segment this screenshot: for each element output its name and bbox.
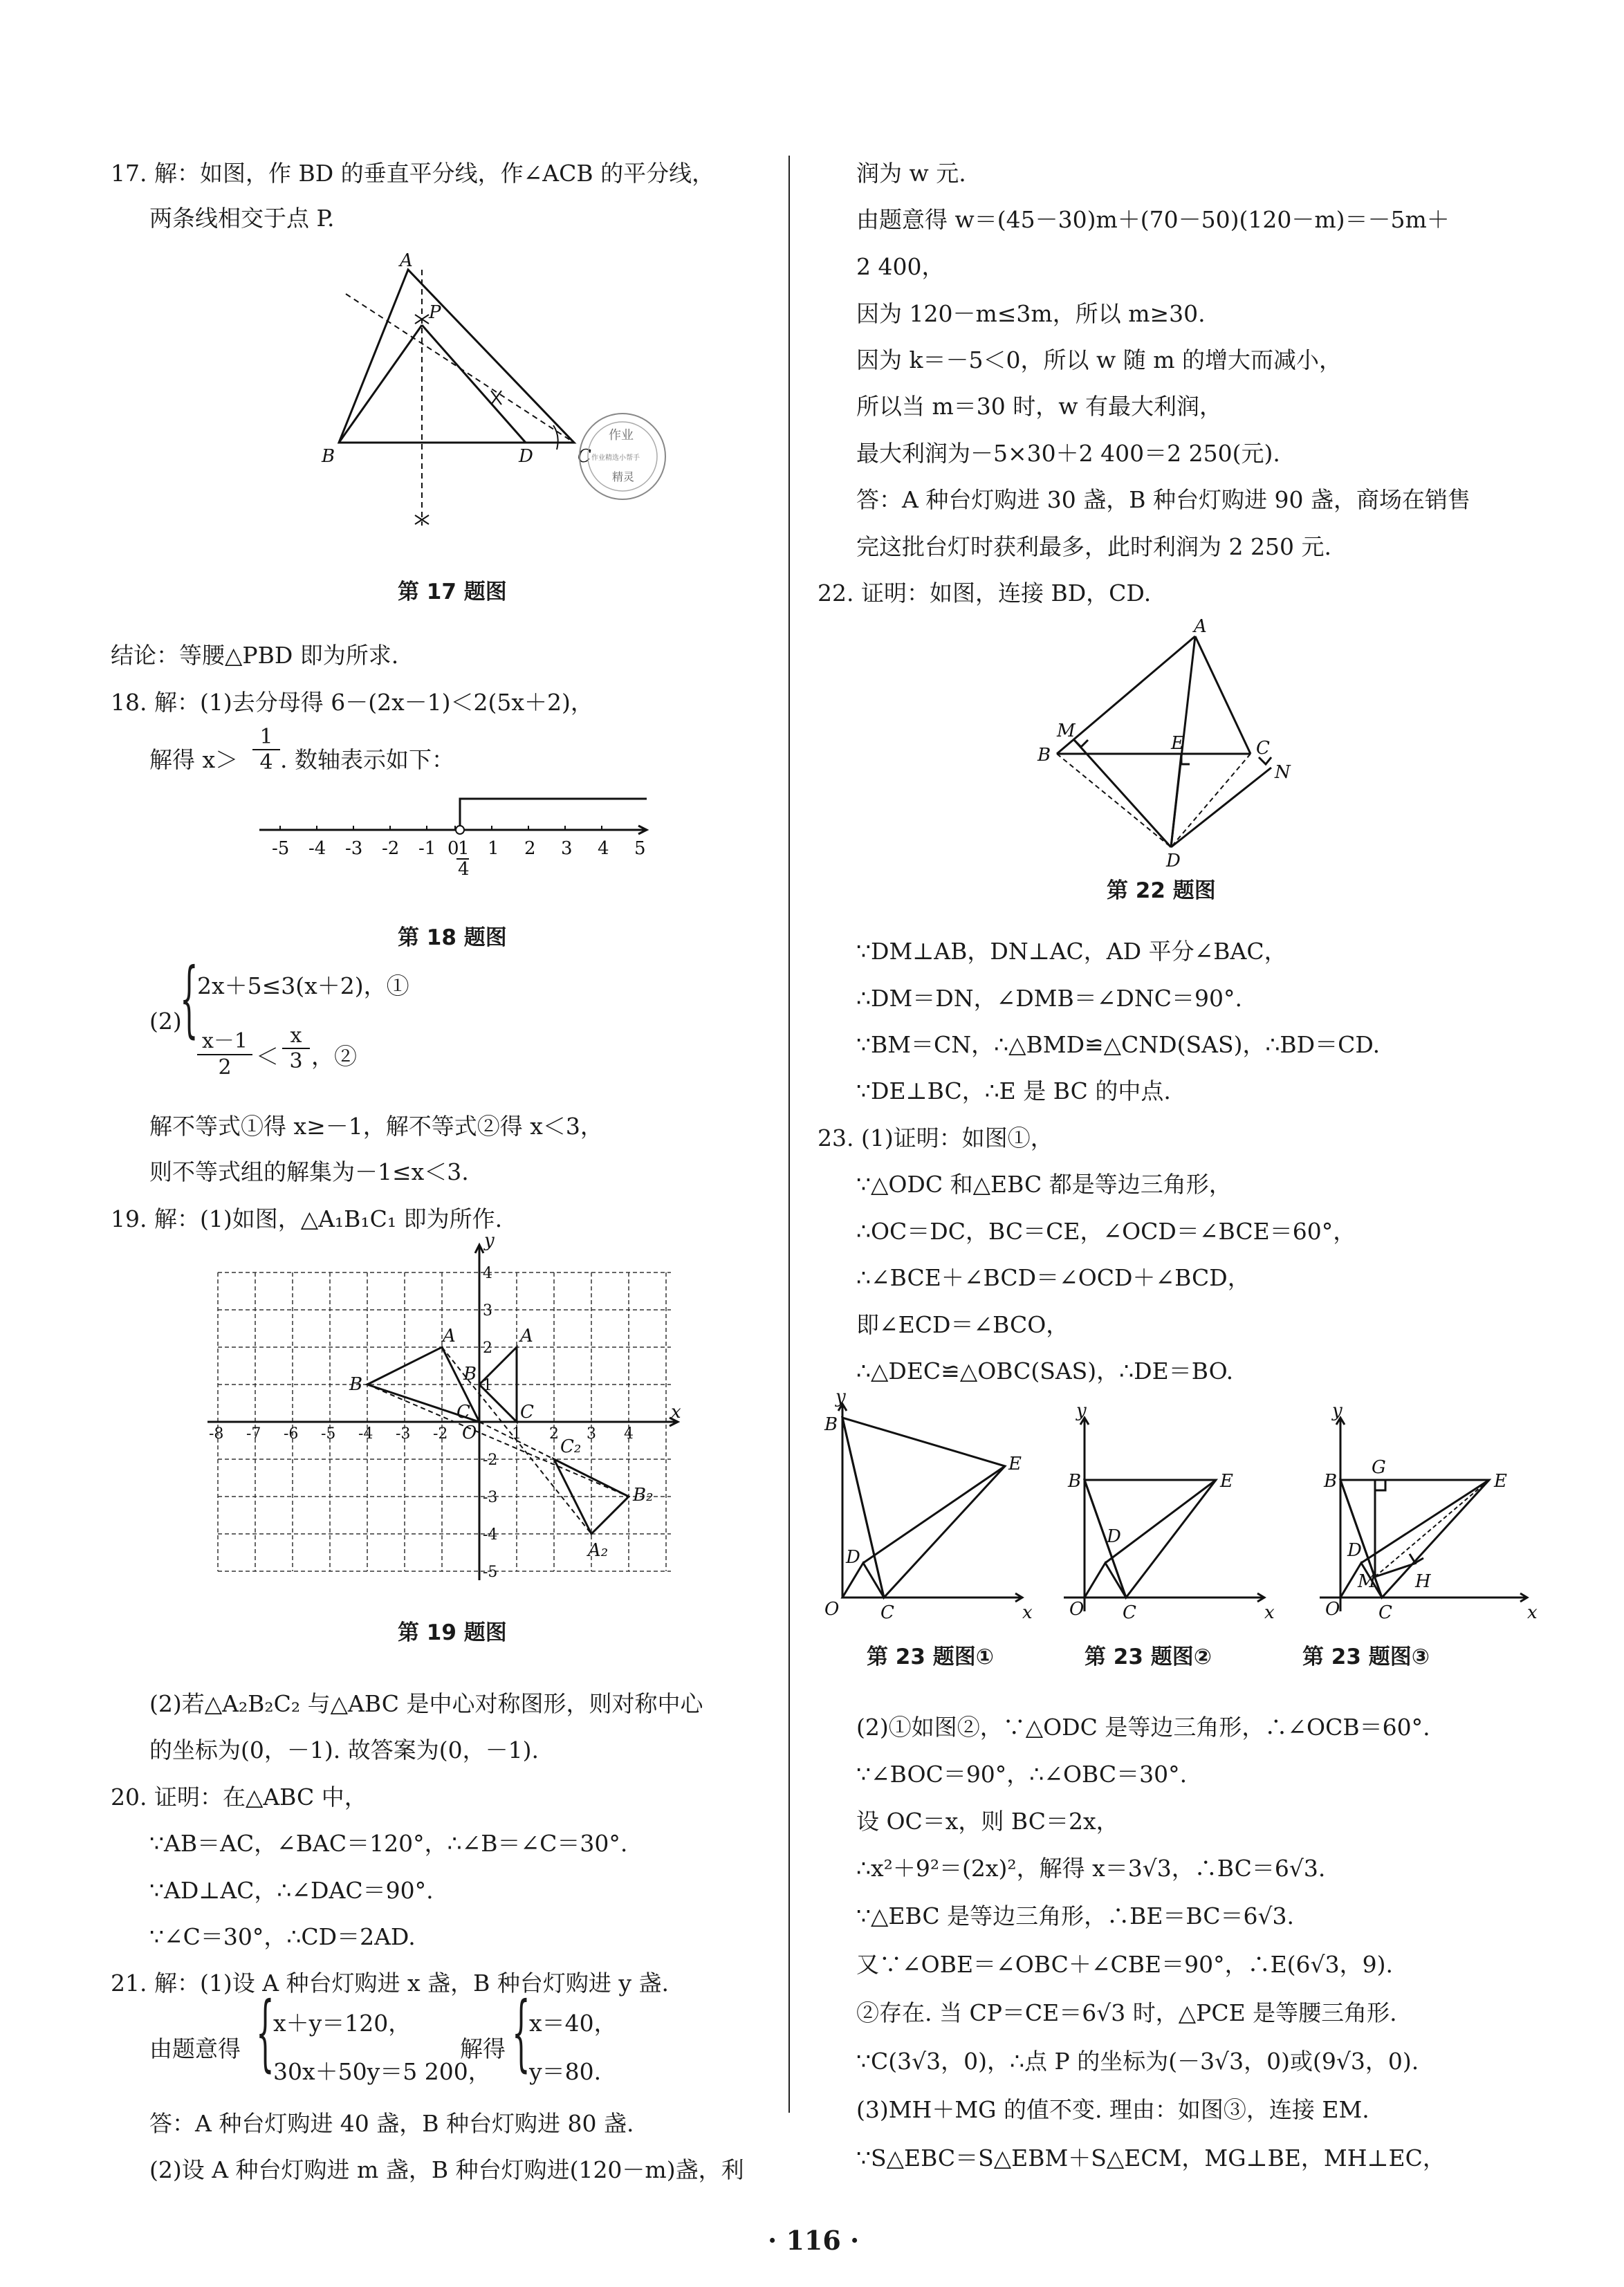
q20-line4: ∵∠C＝30°，∴CD＝2AD. [149, 1923, 416, 1950]
q23-line5: 即∠ECD＝∠BCO， [856, 1311, 1069, 1338]
fig23a-label-B: B [824, 1414, 838, 1435]
brace-q18: { [180, 951, 199, 1047]
fig23a-label-D: D [846, 1547, 860, 1568]
q23-line13: ②存在. 当 CP＝CE＝6√3 时，△PCE 是等腰三角形. [856, 1999, 1397, 2026]
q17-line2: 两条线相交于点 P. [149, 205, 335, 232]
r-line1: 润为 w 元. [856, 160, 966, 187]
q18-line1: 18. 解：(1)去分母得 6－(2x－1)＜2(5x＋2)， [111, 689, 593, 716]
fig23a-x-label: x [1022, 1602, 1033, 1623]
fig19-ytick: 3 [483, 1302, 492, 1320]
caption-fig19: 第 19 题图 [398, 1620, 507, 1645]
tick-neg3: -3 [345, 838, 363, 859]
fig22-label-B: B [1037, 745, 1051, 766]
tick-neg4: -4 [308, 838, 326, 859]
q20-line3: ∵AD⊥AC，∴∠DAC＝90°. [149, 1877, 434, 1904]
q23-line15: (3)MH＋MG 的值不变. 理由：如图③，连接 EM. [856, 2096, 1369, 2123]
q19-line3: 的坐标为(0，－1). 故答案为(0，－1). [149, 1737, 539, 1763]
q21-sys2b: y＝80. [529, 2058, 602, 2085]
q21-line2b: 解得 [460, 2035, 506, 2062]
q22-line4: ∵BM＝CN，∴△BMD≌△CND(SAS)，∴BD＝CD. [856, 1031, 1381, 1058]
q17-line1: 17. 解：如图，作 BD 的垂直平分线，作∠ACB 的平分线， [111, 160, 715, 187]
fig22-label-A: A [1194, 616, 1207, 637]
q23-line11: ∵△EBC 是等边三角形，∴BE＝BC＝6√3. [856, 1902, 1295, 1929]
q21-line2a: 由题意得 [149, 2035, 241, 2062]
q23-line12: 又∵∠OBE＝∠OBC＋∠CBE＝90°，∴E(6√3，9). [856, 1951, 1393, 1978]
fig23c-x-label: x [1527, 1602, 1538, 1623]
fig19-xtick: -4 [358, 1425, 373, 1443]
fig19-label-C: C [456, 1402, 470, 1423]
q18-fraction: $\frac{1}{4}$ [252, 725, 280, 775]
column-divider [788, 156, 790, 2113]
fig19-ytick: -5 [483, 1564, 498, 1581]
caption-fig22: 第 22 题图 [1107, 878, 1216, 903]
tick-neg2: -2 [382, 838, 400, 859]
tick-neg5: -5 [272, 838, 290, 859]
tick-4: 4 [598, 838, 609, 859]
caption-fig23-2: 第 23 题图② [1085, 1645, 1212, 1669]
figure-22 [1036, 615, 1299, 871]
q23-line3: ∴OC＝DC，BC＝CE，∠OCD＝∠BCE＝60°， [856, 1218, 1356, 1245]
fig19-xtick: -5 [321, 1425, 336, 1443]
svg-text:精灵: 精灵 [612, 470, 635, 483]
r-line7: 最大利润为－5×30＋2 400＝2 250(元). [856, 440, 1280, 467]
q23-line7: (2)①如图②，∵△ODC 是等边三角形，∴∠OCB＝60°. [856, 1714, 1430, 1741]
tick-quarter-num: 1 [458, 838, 470, 859]
q21-sys1a: x＋y＝120， [273, 2010, 412, 2037]
fig22-label-D: D [1166, 851, 1181, 871]
q22-line5: ∵DE⊥BC，∴E 是 BC 的中点. [856, 1077, 1171, 1104]
q22-line1: 22. 证明：如图，连接 BD，CD. [818, 580, 1152, 607]
fig23a-label-C: C [880, 1602, 894, 1623]
fig23c-label-G: G [1372, 1457, 1386, 1478]
fig19-label-C1: C [520, 1402, 534, 1423]
q18-line6: 则不等式组的解集为－1≤x＜3. [149, 1158, 469, 1185]
fig23b-label-E: E [1220, 1471, 1233, 1492]
fig19-xtick: 2 [549, 1425, 559, 1443]
q22-line3: ∴DM＝DN，∠DMB＝∠DNC＝90°. [856, 985, 1242, 1012]
figure-23-1 [815, 1387, 1043, 1625]
tick-neg1: -1 [418, 838, 436, 859]
q21-sys2a: x＝40， [529, 2010, 617, 2037]
fig23a-y-label: y [836, 1387, 846, 1407]
tick-0: 0 [447, 838, 459, 859]
q23-line4: ∴∠BCE＋∠BCD＝∠OCD＋∠BCD， [856, 1264, 1251, 1291]
fig19-ytick: 4 [483, 1265, 492, 1282]
fig23c-y-label: y [1332, 1400, 1342, 1421]
q19-line1: 19. 解：(1)如图，△A₁B₁C₁ 即为所作. [111, 1205, 503, 1232]
svg-text:作业精选小帮手: 作业精选小帮手 [591, 454, 640, 462]
fig23b-y-label: y [1076, 1400, 1087, 1421]
fig23b-label-C: C [1123, 1602, 1136, 1623]
q23-line14: ∵C(3√3，0)，∴点 P 的坐标为(－3√3，0)或(9√3，0). [856, 2048, 1419, 2075]
fig19-label-C2: C₂ [560, 1436, 582, 1457]
svg-text:作业: 作业 [609, 428, 634, 443]
fig19-origin-label: O [462, 1423, 477, 1443]
figure-23-2 [1043, 1390, 1275, 1625]
figure-23-3 [1299, 1390, 1538, 1625]
q18-sys1: 2x＋5≤3(x＋2)，① [197, 972, 409, 999]
fig23c-label-E: E [1494, 1471, 1507, 1492]
fig23c-label-H: H [1415, 1571, 1431, 1592]
tick-3: 3 [561, 838, 573, 859]
figure-18-number-line [259, 795, 647, 878]
fig19-ytick: 2 [483, 1340, 492, 1357]
q21-line1: 21. 解：(1)设 A 种台灯购进 x 盏，B 种台灯购进 y 盏. [111, 1970, 669, 1997]
q18-line5: 解不等式①得 x≥－1，解不等式②得 x＜3， [149, 1113, 603, 1140]
r-line2: 由题意得 w＝(45－30)m＋(70－50)(120－m)＝－5m＋ [856, 206, 1450, 233]
fig19-xtick: 4 [624, 1425, 634, 1443]
figure-19-grid [201, 1231, 685, 1604]
fig22-label-E: E [1171, 733, 1184, 754]
r-line3: 2 400， [856, 253, 945, 280]
fig23b-label-O: O [1069, 1599, 1085, 1620]
fig19-xtick: -8 [209, 1425, 224, 1443]
fig19-ytick: -3 [483, 1489, 498, 1506]
q18-line2b: . 数轴表示如下： [280, 746, 454, 773]
fig22-label-M: M [1057, 721, 1076, 741]
fig19-label-A: A [443, 1326, 456, 1346]
fig19-xtick: -7 [246, 1425, 261, 1443]
tick-1: 1 [488, 838, 499, 859]
q23-line2: ∵△ODC 和△EBC 都是等边三角形， [856, 1171, 1232, 1198]
fig23c-label-B: B [1324, 1471, 1338, 1492]
q21-line4: (2)设 A 种台灯购进 m 盏，B 种台灯购进(120－m)盏，利 [149, 2156, 744, 2183]
q21-sys1b: 30x＋50y＝5 200， [273, 2058, 491, 2085]
brace-q21b: { [512, 1985, 530, 2081]
fig23b-x-label: x [1264, 1602, 1275, 1623]
r-line9: 完这批台灯时获利最多，此时利润为 2 250 元. [856, 533, 1331, 560]
tick-5: 5 [634, 838, 646, 859]
q18-sys2-lt: ＜ [256, 1043, 279, 1070]
fig19-label-B2: B₂ [633, 1485, 654, 1506]
fig17-label-C: C [578, 446, 591, 467]
fig19-ytick: 1 [483, 1377, 492, 1394]
q19-line2: (2)若△A₂B₂C₂ 与△ABC 是中心对称图形，则对称中心 [149, 1690, 703, 1717]
fig23c-label-O: O [1325, 1599, 1340, 1620]
fig17-label-P: P [429, 302, 441, 323]
fig23a-label-E: E [1008, 1454, 1022, 1474]
r-line4: 因为 120－m≤3m，所以 m≥30. [856, 300, 1206, 327]
q23-line16: ∵S△EBC＝S△EBM＋S△ECM，MG⊥BE，MH⊥EC， [856, 2145, 1446, 2172]
fig19-xtick: -3 [396, 1425, 411, 1443]
caption-fig23-1: 第 23 题图① [867, 1645, 994, 1669]
q18-sys2-tail: ，② [311, 1043, 357, 1070]
fig19-label-B: B [349, 1374, 363, 1395]
fig19-y-axis-label: y [484, 1230, 495, 1251]
r-line5: 因为 k＝－5＜0，所以 w 随 m 的增大而减小， [856, 346, 1342, 373]
tick-quarter-den: 4 [458, 859, 470, 880]
tick-2: 2 [524, 838, 536, 859]
q18-sys2-frac2: $\frac{x}{3}$ [282, 1024, 310, 1073]
fig22-label-C: C [1256, 738, 1270, 759]
fig19-x-axis-label: x [671, 1402, 681, 1423]
q23-line6: ∴△DEC≌△OBC(SAS)，∴DE＝BO. [856, 1358, 1234, 1385]
q23-line10: ∴x²＋9²＝(2x)²，解得 x＝3√3，∴BC＝6√3. [856, 1855, 1326, 1882]
fig19-xtick: -6 [284, 1425, 299, 1443]
fig19-label-A2: A₂ [588, 1540, 609, 1561]
q23-line9: 设 OC＝x，则 BC＝2x， [856, 1808, 1119, 1835]
fig17-label-B: B [322, 446, 335, 467]
fig19-xtick: 3 [587, 1425, 596, 1443]
fig19-label-B1: B [463, 1364, 477, 1385]
q18-sys2-frac1: $\frac{x-1}{2}$ [197, 1024, 252, 1080]
fig22-label-N: N [1275, 762, 1291, 783]
caption-fig18: 第 18 题图 [398, 925, 507, 950]
q20-line2: ∵AB＝AC，∠BAC＝120°，∴∠B＝∠C＝30°. [149, 1830, 628, 1857]
fig19-ytick: -4 [483, 1526, 498, 1544]
figure-17 [318, 249, 705, 539]
q20-line1: 20. 证明：在△ABC 中， [111, 1784, 367, 1811]
r-line6: 所以当 m＝30 时，w 有最大利润， [856, 393, 1222, 420]
caption-fig17: 第 17 题图 [398, 580, 507, 604]
fig23c-label-C: C [1378, 1602, 1392, 1623]
brace-q21a: { [256, 1985, 275, 2081]
q17-conclusion: 结论：等腰△PBD 即为所求. [111, 642, 399, 669]
q23-line1: 23. (1)证明：如图①， [818, 1124, 1053, 1151]
fig19-xtick: 1 [512, 1425, 522, 1443]
fig23a-label-O: O [824, 1599, 840, 1620]
fig19-label-A1: A [520, 1326, 533, 1346]
fig19-ytick: -2 [483, 1452, 498, 1469]
r-line8: 答：A 种台灯购进 30 盏，B 种台灯购进 90 盏，商场在销售 [856, 486, 1471, 513]
fig19-xtick: -2 [433, 1425, 448, 1443]
fig23b-label-B: B [1068, 1471, 1082, 1492]
q18-line2a: 解得 x＞ [149, 746, 239, 773]
q21-line3: 答：A 种台灯购进 40 盏，B 种台灯购进 80 盏. [149, 2110, 634, 2137]
fig23b-label-D: D [1107, 1526, 1121, 1547]
caption-fig23-3: 第 23 题图③ [1302, 1645, 1430, 1669]
page-number: · 116 · [768, 2225, 860, 2256]
fig23c-label-D: D [1347, 1540, 1362, 1561]
fig17-label-D: D [519, 446, 533, 467]
homework-stamp-logo [580, 414, 665, 499]
q18-part2: (2) [149, 1008, 182, 1035]
q23-line8: ∵∠BOC＝90°，∴∠OBC＝30°. [856, 1761, 1188, 1788]
fig23c-label-M: M [1358, 1571, 1376, 1592]
fig17-label-A: A [400, 250, 413, 271]
q22-line2: ∵DM⊥AB，DN⊥AC，AD 平分∠BAC， [856, 938, 1287, 965]
